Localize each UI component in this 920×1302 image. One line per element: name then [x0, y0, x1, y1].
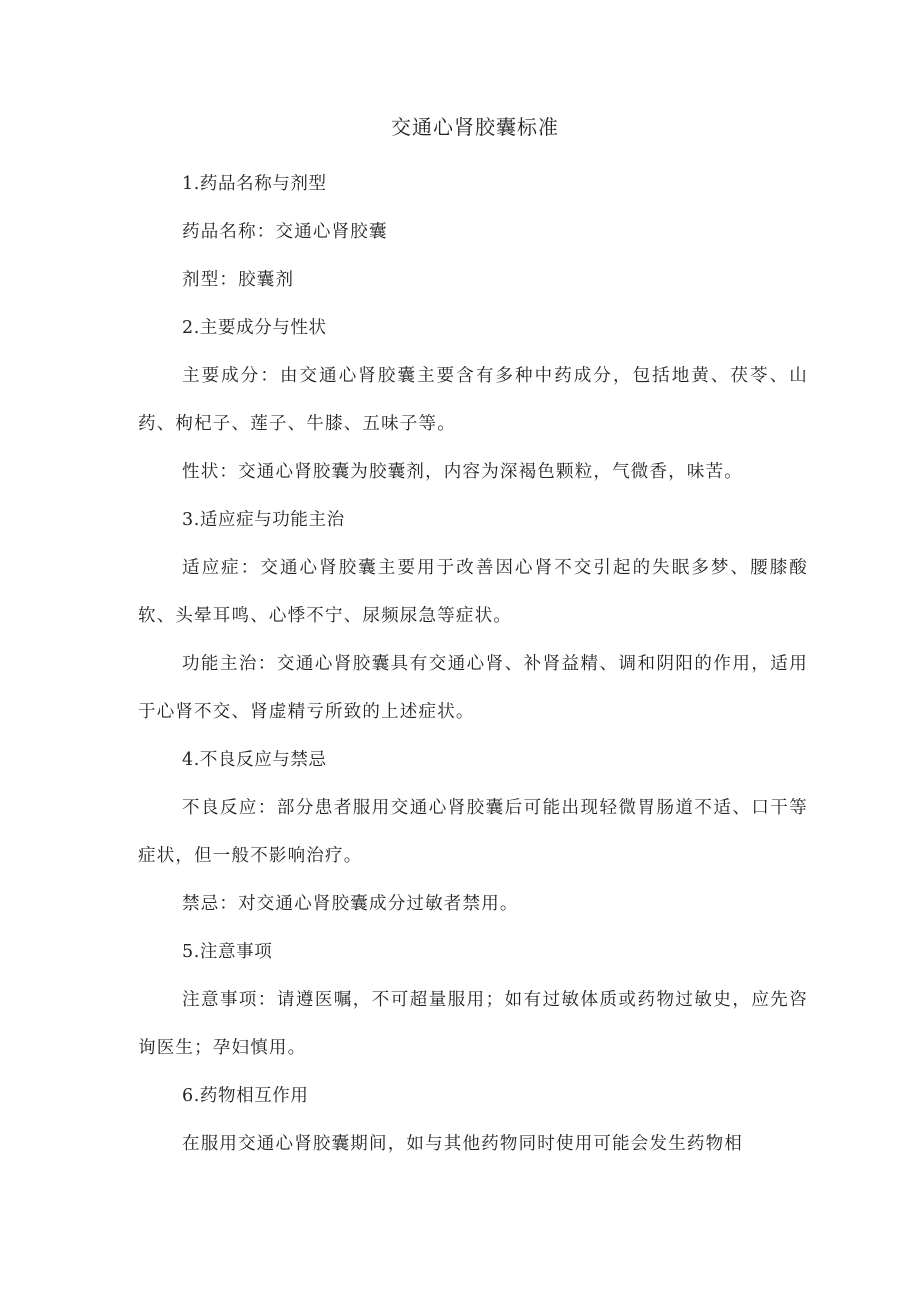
paragraph-dosage-form: 剂型：胶囊剂 [182, 270, 295, 290]
paragraph-functions: 功能主治：交通心肾胶囊具有交通心肾、补肾益精、调和阴阳的作用，适用于心肾不交、肾虚精亏所致的上述症状。 [138, 654, 808, 722]
paragraph-adverse-reactions: 不良反应：部分患者服用交通心肾胶囊后可能出现轻微胃肠道不适、口干等症状，但一般不影响治疗。 [138, 798, 808, 866]
section-heading-3: 3.适应症与功能主治 [182, 510, 345, 530]
paragraph-drug-name: 药品名称：交通心肾胶囊 [182, 222, 388, 242]
section-heading-1: 1.药品名称与剂型 [182, 174, 327, 194]
section-heading-6: 6.药物相互作用 [182, 1086, 309, 1106]
section-heading-4: 4.不良反应与禁忌 [182, 750, 327, 770]
paragraph-indications: 适应症：交通心肾胶囊主要用于改善因心肾不交引起的失眠多梦、腰膝酸软、头晕耳鸣、心悸不宁、尿频尿急等症状。 [138, 558, 808, 626]
document-title: 交通心肾胶囊标准 [391, 115, 559, 139]
paragraph-contraindications: 禁忌：对交通心肾胶囊成分过敏者禁用。 [182, 894, 519, 914]
paragraph-properties: 性状：交通心肾胶囊为胶囊剂，内容为深褐色颗粒，气微香，味苦。 [182, 462, 743, 482]
paragraph-main-ingredients: 主要成分：由交通心肾胶囊主要含有多种中药成分，包括地黄、茯苓、山药、枸杞子、莲子、牛膝、五味子等。 [138, 366, 808, 434]
document-body [138, 160, 808, 1168]
paragraph-precautions: 注意事项：请遵医嘱，不可超量服用；如有过敏体质或药物过敏史，应先咨询医生；孕妇慎用。 [138, 990, 808, 1058]
section-heading-5: 5.注意事项 [182, 942, 273, 962]
paragraph-drug-interactions: 在服用交通心肾胶囊期间，如与其他药物同时使用可能会发生药物相 [182, 1134, 743, 1154]
section-heading-2: 2.主要成分与性状 [182, 318, 327, 338]
